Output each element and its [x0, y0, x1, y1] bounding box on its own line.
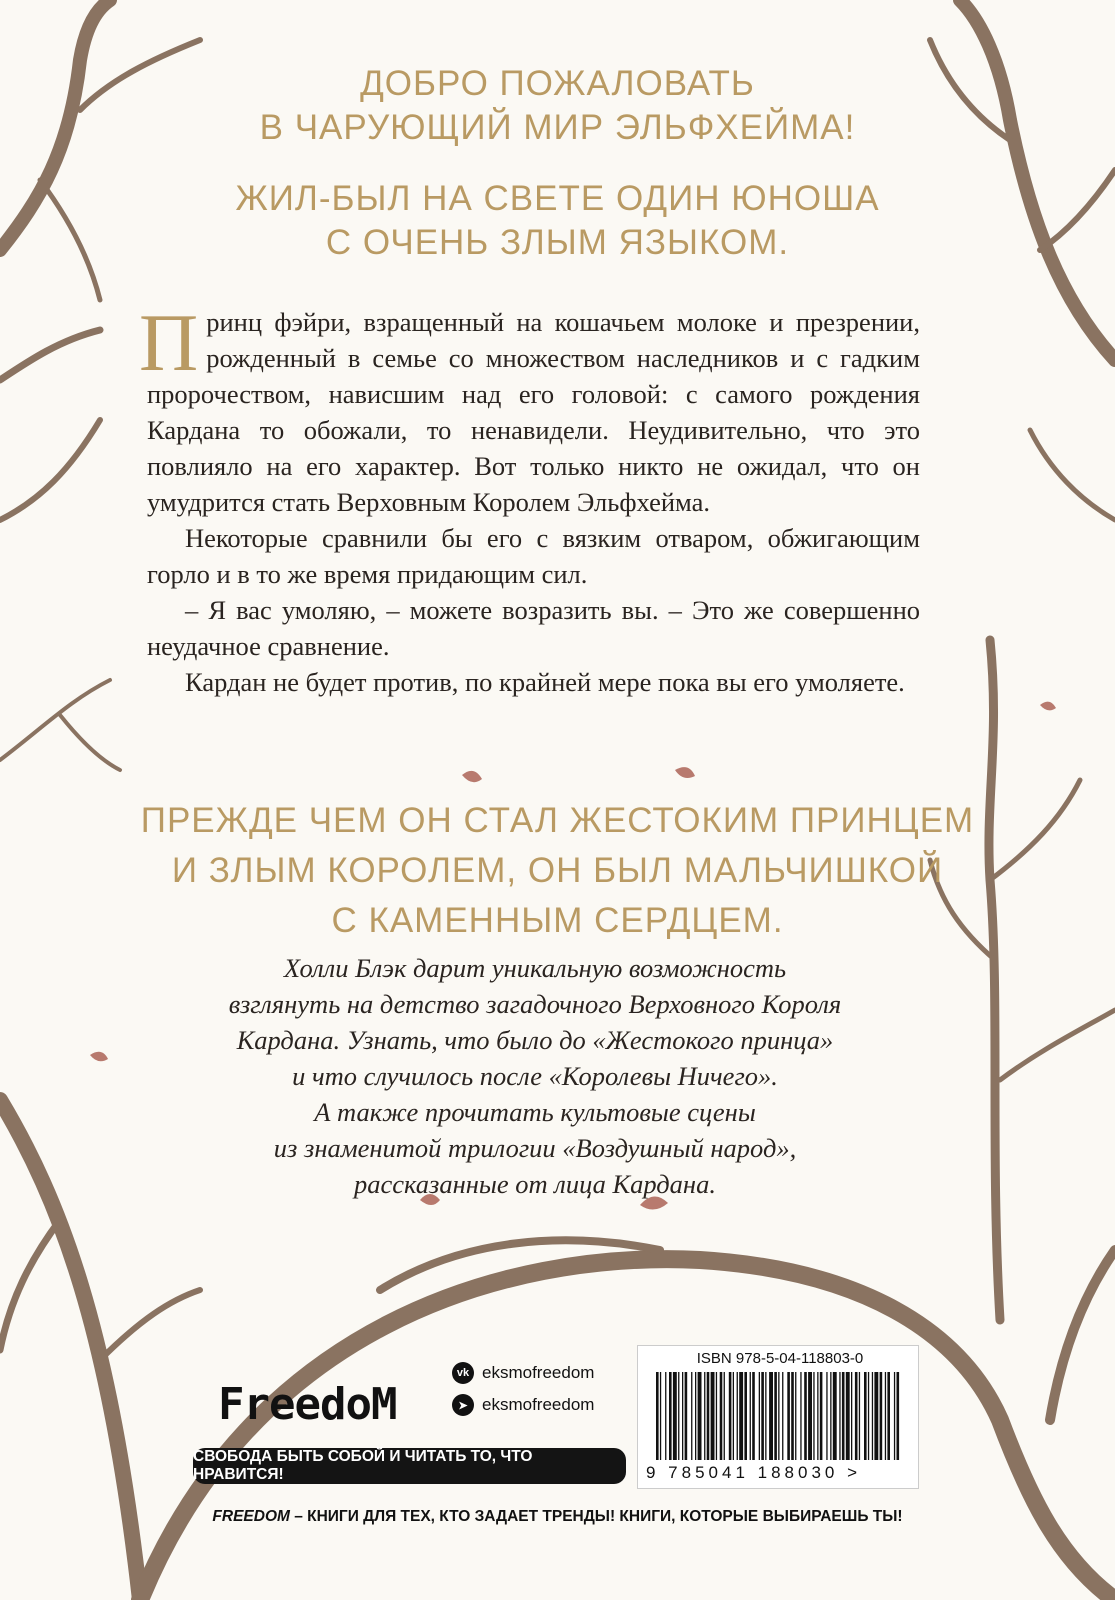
- barcode-bar: [851, 1372, 852, 1460]
- vk-icon: vk: [452, 1362, 474, 1384]
- paragraph-text: ринц фэйри, взращенный на кошачьем молоке и презрении, рожденный в семье со множеством наследников и с гадким пророчеством, нависшим над его головой: с самого рождения Кардана то обожали, то ненавидели. Неудивительно, что это повлияло на его характер. Вот только никто не ожидал, что он умудрится стать Верховным Королем Эльфхейма.: [147, 307, 920, 517]
- barcode-bar: [737, 1372, 738, 1460]
- blurb-line: Холли Блэк дарит уникальную возможность: [283, 953, 787, 983]
- paragraph: [139, 297, 920, 520]
- isbn-number: ISBN 978-5-04-118803-0: [696, 1350, 864, 1367]
- barcode-bar: [872, 1372, 873, 1460]
- barcode-bar: [859, 1372, 860, 1460]
- tagline-text: – КНИГИ ДЛЯ ТЕХ, КТО ЗАДАЕТ ТРЕНДЫ! КНИГИ, КОТОРЫЕ ВЫБИРАЕШЬ ТЫ!: [289, 1508, 903, 1525]
- barcode-bar: [804, 1372, 807, 1460]
- slogan-banner: СВОБОДА БЫТЬ СОБОЙ И ЧИТАТЬ ТО, ЧТО НРАВИТСЯ!: [193, 1448, 626, 1484]
- barcode-bar: [864, 1372, 867, 1460]
- barcode-bar: [839, 1372, 840, 1460]
- barcode-bar: [707, 1372, 710, 1460]
- tagline: [0, 1508, 1115, 1526]
- headline-line: В ЧАРУЮЩИЙ МИР ЭЛЬФХЕЙМА!: [259, 108, 856, 147]
- barcode-bar: [669, 1372, 672, 1460]
- barcode-bar: [750, 1372, 751, 1460]
- barcode-bar: [752, 1372, 755, 1460]
- social-handle: eksmofreedom: [482, 1395, 595, 1414]
- paragraph: – Я вас умоляю, – можете возразить вы. – Это же совершенно неудачное сравнение.: [147, 595, 920, 661]
- blurb-line: из знаменитой трилогии «Воздушный народ»,: [273, 1133, 797, 1163]
- branch-left-twig: [0, 680, 120, 770]
- barcode-bar: [691, 1372, 692, 1460]
- barcode-bar: [733, 1372, 734, 1460]
- blurb-line: и что случилось после «Королевы Ничего».: [292, 1061, 778, 1091]
- barcode-bar: [765, 1372, 766, 1460]
- barcode-bar: [874, 1372, 878, 1460]
- telegram-icon: ➤: [452, 1394, 474, 1416]
- barcode-bar: [744, 1372, 747, 1460]
- barcode-bar: [678, 1372, 679, 1460]
- barcode-bar: [665, 1372, 666, 1460]
- paragraph: Некоторые сравнили бы его с вязким отваром, обжигающим горло и в то же время придающим сил.: [147, 523, 920, 589]
- barcode-bar: [660, 1372, 661, 1460]
- barcode-bar: [894, 1372, 895, 1460]
- social-telegram[interactable]: [452, 1394, 594, 1416]
- barcode-bar: [782, 1372, 783, 1460]
- headline-line: ПРЕЖДЕ ЧЕМ ОН СТАЛ ЖЕСТОКИМ ПРИНЦЕМ: [140, 801, 975, 840]
- body-text: [139, 297, 920, 700]
- barcode-bar: [761, 1372, 764, 1460]
- barcode-bar: [778, 1372, 779, 1460]
- leaf-1: [462, 771, 482, 782]
- branch-top-left-4: [0, 330, 100, 380]
- barcode-bar: [880, 1372, 883, 1460]
- branch-bottom-left-3: [100, 1290, 200, 1360]
- blurb-line: А также прочитать культовые сцены: [314, 1097, 756, 1127]
- barcode-bar: [704, 1372, 705, 1460]
- barcode-bar: [887, 1372, 890, 1460]
- barcode-bar: [855, 1372, 858, 1460]
- social-handle: eksmofreedom: [482, 1363, 595, 1382]
- barcode-bar: [817, 1372, 818, 1460]
- barcode-bar: [720, 1372, 723, 1460]
- barcode-bar: [787, 1372, 790, 1460]
- headline-line: ЖИЛ-БЫЛ НА СВЕТЕ ОДИН ЮНОША: [235, 179, 880, 218]
- leaf-2: [675, 767, 695, 778]
- barcode-bar: [759, 1372, 760, 1460]
- headline-welcome: [0, 62, 1115, 150]
- barcode-bar: [830, 1372, 831, 1460]
- barcode-bar: [682, 1372, 683, 1460]
- barcode-bar: [826, 1372, 827, 1460]
- barcode-bar: [729, 1372, 732, 1460]
- blurb-line: рассказанные от лица Кардана.: [354, 1169, 716, 1199]
- barcode-bar: [897, 1372, 900, 1460]
- barcode-bar: [813, 1372, 814, 1460]
- headline-youth: [0, 177, 1115, 265]
- headline-line: И ЗЛЫМ КОРОЛЕМ, ОН БЫЛ МАЛЬЧИШКОЙ: [171, 851, 944, 890]
- barcode-bar: [885, 1372, 886, 1460]
- barcode-bar: [724, 1372, 725, 1460]
- paragraph: Кардан не будет против, по крайней мере пока вы его умоляете.: [185, 667, 905, 697]
- barcode-bar: [769, 1372, 773, 1460]
- blurb-line: Кардана. Узнать, что было до «Жестокого принца»: [236, 1025, 834, 1055]
- headline-line: ДОБРО ПОЖАЛОВАТЬ: [360, 64, 755, 103]
- leaf-3: [90, 1052, 108, 1061]
- headline-before: [0, 796, 1115, 946]
- branch-bottom-right: [1050, 1250, 1115, 1420]
- freedom-logo: FreedoM: [218, 1379, 397, 1430]
- barcode-bar: [716, 1372, 717, 1460]
- barcode-bar: [698, 1372, 702, 1460]
- blurb-text: [140, 950, 930, 1202]
- barcode-bar: [656, 1372, 659, 1460]
- barcode-bar: [695, 1372, 696, 1460]
- blurb-line: взглянуть на детство загадочного Верховного Короля: [228, 989, 842, 1019]
- barcode-bar: [842, 1372, 845, 1460]
- barcode-bar: [711, 1372, 715, 1460]
- branch-left-mid: [0, 420, 100, 520]
- barcode-bar: [791, 1372, 794, 1460]
- barcode-bar: [673, 1372, 677, 1460]
- branch-right-mid: [1030, 430, 1115, 520]
- branch-bottom-left-2: [0, 1220, 60, 1350]
- barcode-bar: [685, 1372, 688, 1460]
- branch-right-tree: [989, 640, 1000, 1320]
- barcode-bar: [795, 1372, 796, 1460]
- social-vk[interactable]: [452, 1362, 594, 1384]
- barcode-bar: [833, 1372, 837, 1460]
- leaf-6: [1040, 702, 1056, 711]
- tagline-brand: FREEDOM: [212, 1508, 290, 1525]
- barcode-bar: [739, 1372, 743, 1460]
- drop-cap: П: [139, 297, 199, 388]
- barcode-bar: [846, 1372, 850, 1460]
- barcode-bar: [868, 1372, 869, 1460]
- barcode-bar: [808, 1372, 812, 1460]
- barcode-digits: 9 785041 188030 >: [646, 1463, 862, 1482]
- barcode-bar: [800, 1372, 801, 1460]
- headline-line: С ОЧЕНЬ ЗЛЫМ ЯЗЫКОМ.: [325, 223, 790, 262]
- barcode: [652, 1372, 908, 1464]
- barcode-bar: [774, 1372, 777, 1460]
- headline-line: С КАМЕННЫМ СЕРДЦЕМ.: [331, 901, 784, 940]
- barcode-bar: [820, 1372, 823, 1460]
